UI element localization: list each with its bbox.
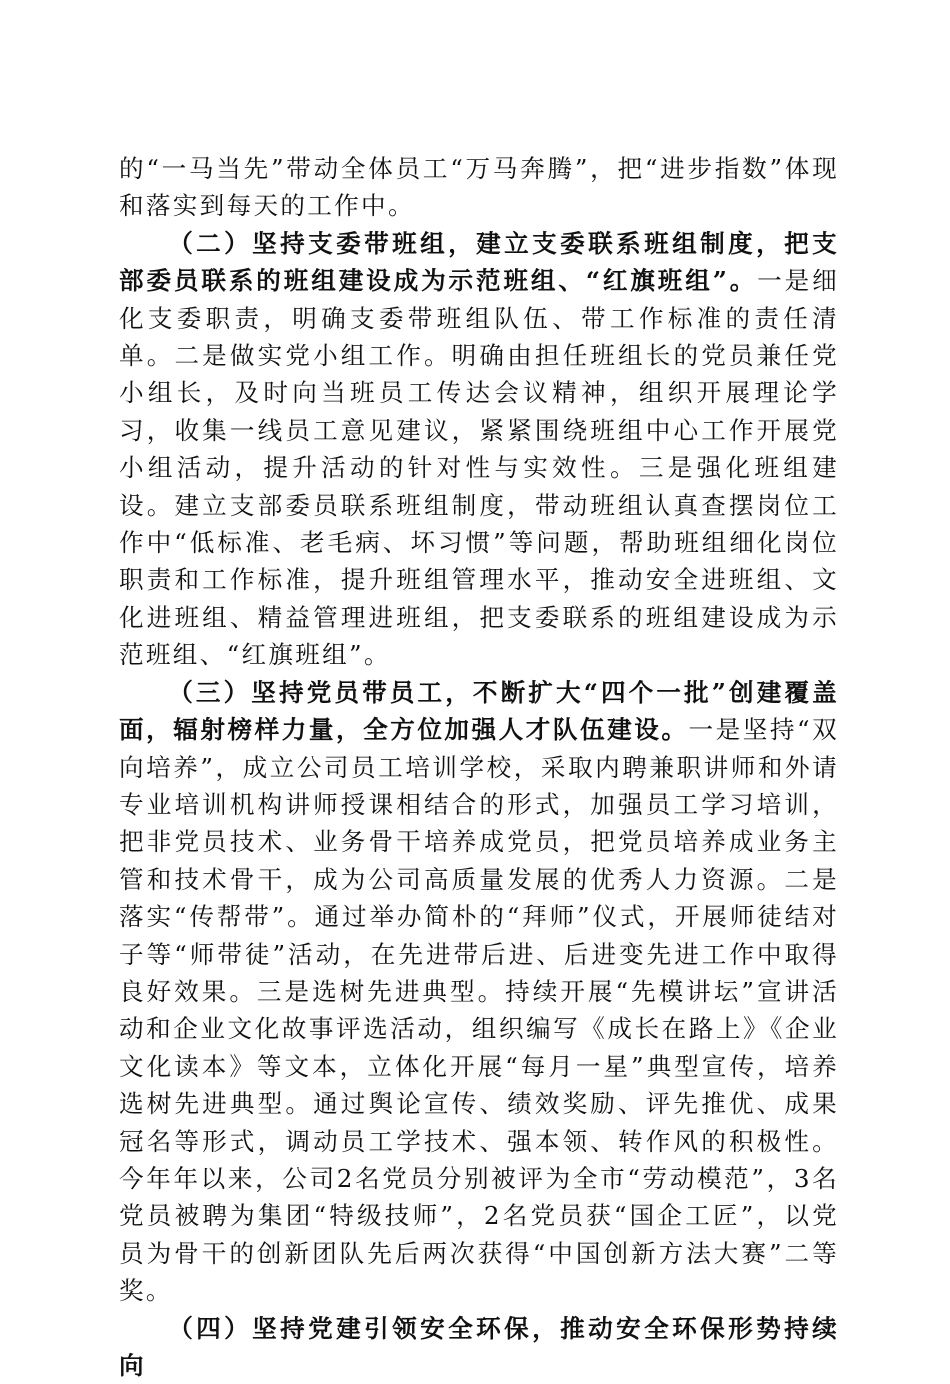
section-2-heading: （二）坚持支委带班组，建立支委联系班组制度，把支部委员联系的班组建设成为示范班组、“红旗班组”。 xyxy=(119,228,839,296)
paragraph-continuation xyxy=(119,150,839,225)
paragraph-text: 一是细化支委职责，明确支委带班组队伍、带工作标准的责任清单。二是做实党小组工作。明确由担任班组长的党员兼任党小组长，及时向当班员工传达会议精神，组织开展理论学习，收集一线员工意见建议，紧紧围绕班组中心工作开展党小组活动，提升活动的针对性与实效性。三是强化班组建设。建立支部委员联系班组制度，带动班组认真查摆岗位工作中“低标准、老毛病、坏习惯”等问题，帮助班组细化岗位职责和工作标准，提升班组管理水平，推动安全进班组、文化进班组、精益管理进班组，把支委联系的班组建设成为示范班组、“红旗班组”。 xyxy=(119,266,839,670)
section-4-heading: （四）坚持党建引领安全环保，推动安全环保形势持续向 xyxy=(119,1313,839,1380)
paragraph-section-4 xyxy=(119,1310,839,1384)
section-3-heading: （三）坚持党员带员工，不断扩大“四个一批”创建覆盖面，辐射榜样力量，全方位加强人才队伍建设。 xyxy=(119,677,839,745)
paragraph-text: 的“一马当先”带动全体员工“万马奔腾”，把“进步指数”体现和落实到每天的工作中。 xyxy=(119,154,839,221)
paragraph-text: 一是坚持“双向培养”，成立公司员工培训学校，采取内聘兼职讲师和外请专业培训机构讲师授课相结合的形式，加强员工学习培训，把非党员技术、业务骨干培养成党员，把党员培养成业务主管和技术骨干，成为公司高质量发展的优秀人力资源。二是落实“传帮带”。通过举办简朴的“拜师”仪式，开展师徒结对子等“师带徒”活动，在先进带后进、后进变先进工作中取得良好效果。三是选树先进典型。持续开展“先模讲坛”宣讲活动和企业文化故事评选活动，组织编写《成长在路上》《企业文化读本》等文本，立体化开展“每月一星”典型宣传，培养选树先进典型。通过舆论宣传、绩效奖励、评先推优、成果冠名等形式，调动员工学技术、强本领、转作风的积极性。今年年以来，公司2名党员分别被评为全市“劳动模范”，3名党员被聘为集团“特级技师”，2名党员获“国企工匠”，以党员为骨干的创新团队先后两次获得“中国创新方法大赛”二等奖。 xyxy=(119,715,839,1306)
document-body xyxy=(119,150,839,1384)
paragraph-section-2 xyxy=(119,225,839,674)
paragraph-section-3 xyxy=(119,674,839,1310)
